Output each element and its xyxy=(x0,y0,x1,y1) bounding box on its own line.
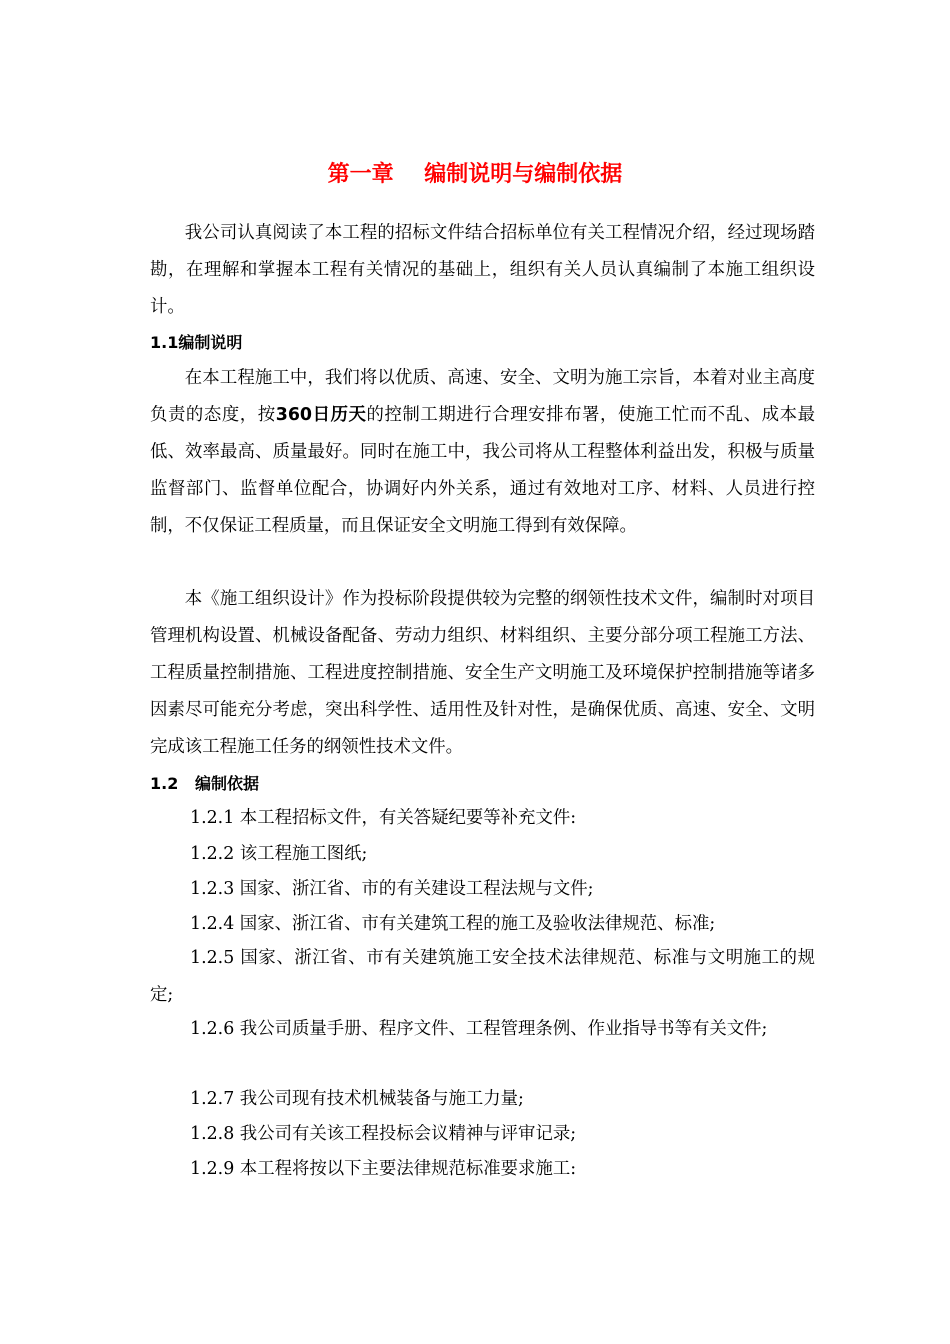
basis-item-number: 1.2.1 xyxy=(190,808,235,828)
basis-item-text: 国家、浙江省、市的有关建设工程法规与文件; xyxy=(239,879,594,899)
intro-paragraph: 我公司认真阅读了本工程的招标文件结合招标单位有关工程情况介绍，经过现场踏勘，在理解和掌握本工程有关情况的基础上，组织有关人员认真编制了本施工组织设计。 xyxy=(150,223,815,317)
construction-period-value: 360日历天 xyxy=(275,405,367,425)
basis-item-text: 国家、浙江省、市有关建筑工程的施工及验收法律规范、标准; xyxy=(239,914,716,934)
basis-item-text: 该工程施工图纸; xyxy=(239,844,368,864)
basis-item-number: 1.2.9 xyxy=(190,1159,235,1179)
basis-item xyxy=(150,800,815,837)
basis-item xyxy=(150,1151,815,1188)
basis-item-number: 1.2.6 xyxy=(190,1019,235,1039)
basis-item-number: 1.2.2 xyxy=(190,844,235,864)
basis-item xyxy=(150,940,815,1014)
section-1-1-paragraph-1 xyxy=(150,360,815,545)
basis-item-text: 我公司质量手册、程序文件、工程管理条例、作业指导书等有关文件; xyxy=(239,1019,768,1039)
chapter-title: 第一章 编制说明与编制依据 xyxy=(327,162,623,187)
basis-item xyxy=(150,836,815,873)
basis-item-number: 1.2.8 xyxy=(190,1124,235,1144)
paragraph-1-text-before: 在本工程施工中，我们将以优质、高速、安全、文明为施工宗旨，本着对业主高度负责的态度，按 xyxy=(150,368,815,425)
basis-item-text: 国家、浙江省、市有关建筑施工安全技术法律规范、标准与文明施工的规定; xyxy=(150,948,815,1005)
basis-item xyxy=(150,906,815,943)
basis-item xyxy=(150,1081,815,1118)
basis-item-text: 本工程招标文件，有关答疑纪要等补充文件: xyxy=(239,808,577,828)
section-1-1-paragraph-2: 本《施工组织设计》作为投标阶段提供较为完整的纲领性技术文件，编制时对项目管理机构设置、机械设备配备、劳动力组织、材料组织、主要分部分项工程施工方法、工程质量控制措施、工程进度控制措施、安全生产文明施工及环境保护控制措施等诸多因素尽可能充分考虑，突出科学性、适用性及针对性，是确保优质、高速、安全、文明完成该工程施工任务的纲领性技术文件。 xyxy=(150,589,815,757)
basis-item-number: 1.2.3 xyxy=(190,879,235,899)
basis-item-text: 本工程将按以下主要法律规范标准要求施工: xyxy=(239,1159,577,1179)
section-heading-1-2: 1.2 编制依据 xyxy=(150,774,260,793)
basis-item-text: 我公司有关该工程投标会议精神与评审记录; xyxy=(239,1124,577,1144)
basis-item-number: 1.2.4 xyxy=(190,914,235,934)
basis-item-number: 1.2.5 xyxy=(190,948,235,968)
basis-item-text: 我公司现有技术机械装备与施工力量; xyxy=(239,1089,524,1109)
basis-item-number: 1.2.7 xyxy=(190,1089,235,1109)
basis-item xyxy=(150,1011,815,1048)
paragraph-1-text-after: 的控制工期进行合理安排布署，使施工忙而不乱、成本最低、效率最高、质量最好。同时在施工中，我公司将从工程整体利益出发，积极与质量监督部门、监督单位配合，协调好内外关系，通过有效地对工序、材料、人员进行控制，不仅保证工程质量，而且保证安全文明施工得到有效保障。 xyxy=(150,405,815,536)
section-heading-1-1: 1.1编制说明 xyxy=(150,333,243,352)
basis-item xyxy=(150,871,815,908)
basis-item xyxy=(150,1116,815,1153)
